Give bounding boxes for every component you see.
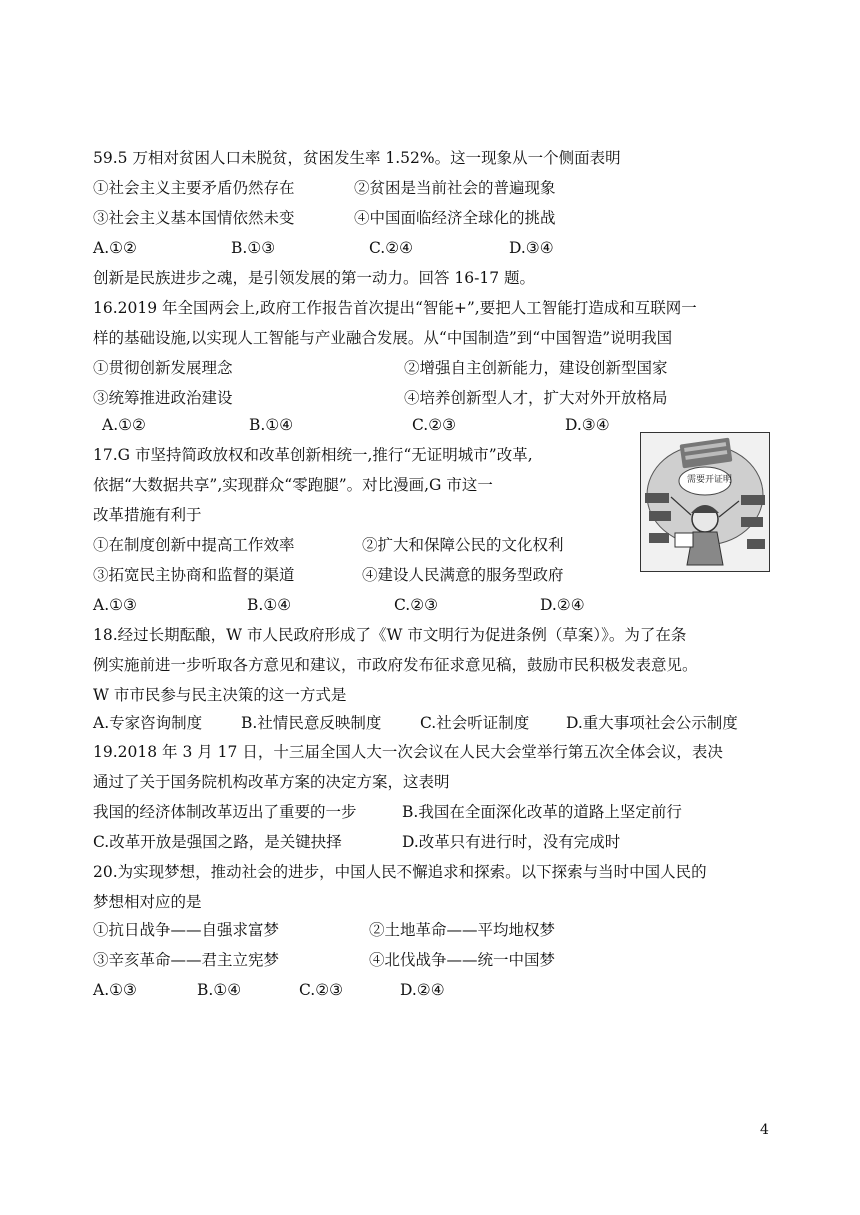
q17-stem-line2: 依据“大数据共享”,实现群众“零跑腿”。对比漫画,G 市这一 [93,476,493,494]
q16-option-d: D.③④ [565,416,610,434]
q19-option-d: D.改革只有进行时，没有完成时 [402,833,621,851]
q20-option-a: A.①③ [93,981,137,999]
q15-statement-1: ①社会主义主要矛盾仍然存在 [93,179,295,197]
q16-statement-1: ①贯彻创新发展理念 [93,359,233,377]
q19-option-c: C.改革开放是强国之路，是关键抉择 [93,833,342,851]
page-number: 4 [760,1122,769,1138]
q18-option-d: D.重大事项社会公示制度 [566,714,738,732]
q20-statement-2: ②土地革命——平均地权梦 [369,921,556,939]
q16-stem-line2: 样的基础设施,以实现人工智能与产业融合发展。从“中国制造”到“中国智造”说明我国 [93,329,673,347]
q16-stem-line1: 16.2019 年全国两会上,政府工作报告首次提出“智能+”,要把人工智能打造成和互联网一 [93,299,697,317]
q17-option-c: C.②③ [394,596,439,614]
q15-option-c: C.②④ [369,239,414,257]
q17-option-a: A.①③ [93,596,137,614]
q18-option-c: C.社会听证制度 [420,714,530,732]
q16-statement-4: ④培养创新型人才，扩大对外开放格局 [404,389,668,407]
q19-option-b: B.我国在全面深化改革的道路上坚定前行 [402,803,682,821]
q20-statement-3: ③辛亥革命——君主立宪梦 [93,951,280,969]
q20-stem-line1: 20.为实现梦想，推动社会的进步，中国人民不懈追求和探索。以下探索与当时中国人民的 [93,863,707,881]
q18-stem-line2: 例实施前进一步听取各方意见和建议，市政府发布征求意见稿，鼓励市民积极发表意见。 [93,656,698,674]
q17-option-d: D.②④ [540,596,585,614]
q17-stem-line1: 17.G 市坚持简政放权和改革创新相统一,推行“无证明城市”改革, [93,446,533,464]
q16-option-c: C.②③ [412,416,457,434]
q15-option-b: B.①③ [231,239,276,257]
q15-option-a: A.①② [93,239,137,257]
cartoon-drawing [641,433,769,571]
q17-statement-1: ①在制度创新中提高工作效率 [93,536,295,554]
q16-option-a: A.①② [102,416,146,434]
q19-stem-line2: 通过了关于国务院机构改革方案的决定方案，这表明 [93,773,450,791]
q19-stem-line1: 19.2018 年 3 月 17 日，十三届全国人大一次会议在人民大会堂举行第五次全体会议，表决 [93,743,723,761]
q15-statement-4: ④中国面临经济全球化的挑战 [354,209,556,227]
q17-statement-2: ②扩大和保障公民的文化权利 [362,536,564,554]
q15-stem: 59.5 万相对贫困人口未脱贫，贫困发生率 1.52%。这一现象从一个侧面表明 [93,149,621,167]
cartoon-caption: 需要开证明 [687,475,733,485]
q20-option-d: D.②④ [400,981,445,999]
q18-option-b: B.社情民意反映制度 [241,714,382,732]
q15-option-d: D.③④ [509,239,554,257]
q15-statement-2: ②贫困是当前社会的普遍现象 [354,179,556,197]
q17-stem-line3: 改革措施有利于 [93,506,202,524]
q15-statement-3: ③社会主义基本国情依然未变 [93,209,295,227]
section-intro: 创新是民族进步之魂，是引领发展的第一动力。回答 16-17 题。 [93,269,536,287]
q19-option-a: 我国的经济体制改革迈出了重要的一步 [93,803,357,821]
q18-stem-line1: 18.经过长期酝酿，W 市人民政府形成了《W 市文明行为促进条例（草案）》。为了在条 [93,626,687,644]
q16-statement-3: ③统筹推进政治建设 [93,389,233,407]
q17-statement-4: ④建设人民满意的服务型政府 [362,566,564,584]
q20-statement-1: ①抗日战争——自强求富梦 [93,921,280,939]
q20-option-b: B.①④ [197,981,242,999]
q20-option-c: C.②③ [299,981,344,999]
q18-stem-line3: W 市市民参与民主决策的这一方式是 [93,686,347,704]
q17-option-b: B.①④ [247,596,292,614]
cartoon-illustration [640,432,770,572]
q18-option-a: A.专家咨询制度 [93,714,203,732]
q17-statement-3: ③拓宽民主协商和监督的渠道 [93,566,295,584]
q20-stem-line2: 梦想相对应的是 [93,893,202,911]
q16-option-b: B.①④ [249,416,294,434]
q16-statement-2: ②增强自主创新能力，建设创新型国家 [404,359,668,377]
q20-statement-4: ④北伐战争——统一中国梦 [369,951,556,969]
